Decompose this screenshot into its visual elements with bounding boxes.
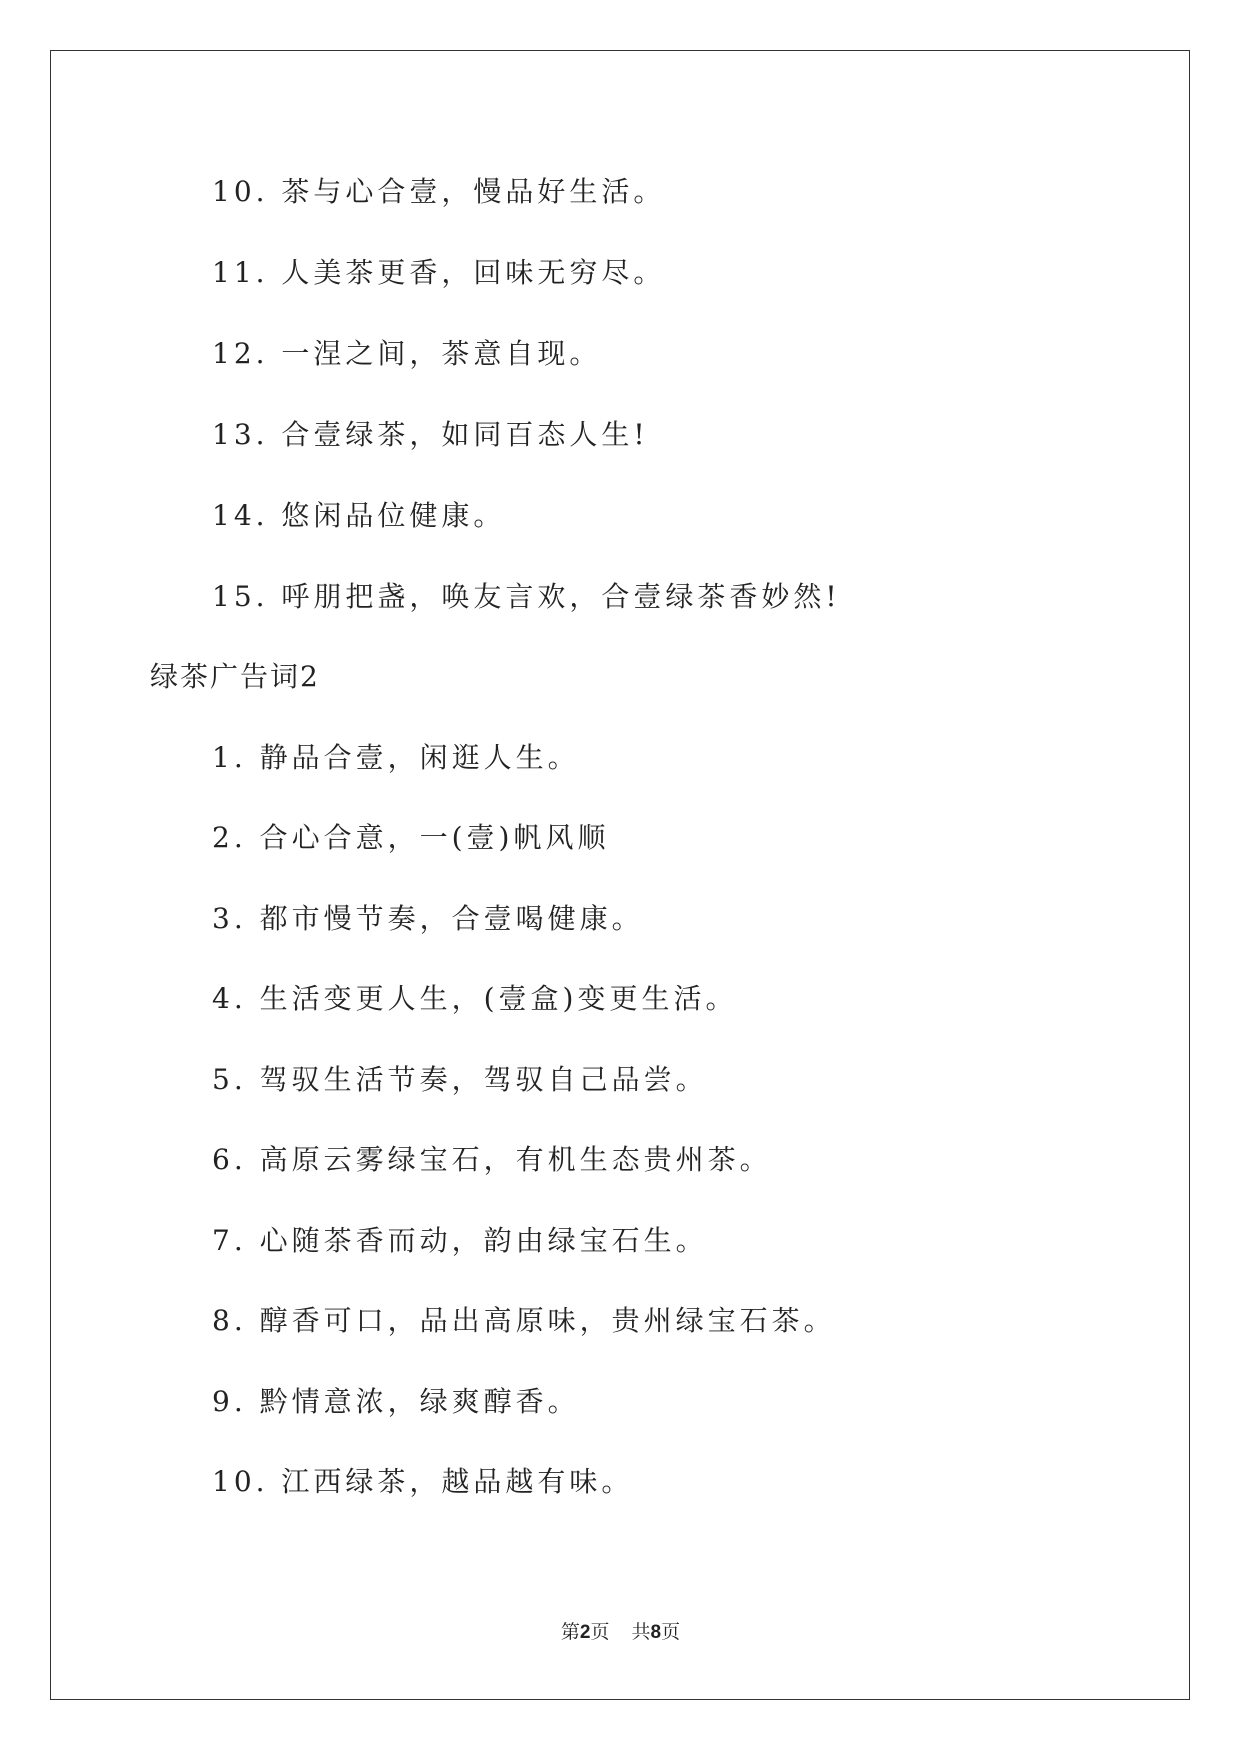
slogan-line: 14. 悠闲品位健康。 [212, 499, 506, 532]
slogan-line: 10. 茶与心合壹，慢品好生活。 [212, 175, 666, 208]
slogan-line: 8. 醇香可口，品出高原味，贵州绿宝石茶。 [212, 1304, 836, 1337]
page-footer [0, 1617, 1241, 1644]
slogan-line: 7. 心随茶香而动，韵由绿宝石生。 [212, 1224, 708, 1257]
slogan-line: 15. 呼朋把盏，唤友言欢，合壹绿茶香妙然! [212, 580, 841, 613]
slogan-line: 1. 静品合壹，闲逛人生。 [212, 741, 580, 774]
slogan-line: 12. 一涅之间，茶意自现。 [212, 337, 602, 370]
total-suffix: 页 [661, 1621, 681, 1643]
total-prefix: 共 [631, 1621, 651, 1643]
current-page-number: 2 [579, 1622, 591, 1643]
slogan-line: 5. 驾驭生活节奏，驾驭自己品尝。 [212, 1063, 708, 1096]
section-heading: 绿茶广告词2 [150, 660, 320, 693]
slogan-line: 9. 黔情意浓，绿爽醇香。 [212, 1385, 580, 1418]
slogan-line: 11. 人美茶更香，回味无穷尽。 [212, 256, 666, 289]
page-prefix: 第 [560, 1621, 580, 1643]
slogan-line: 13. 合壹绿茶，如同百态人生! [212, 418, 649, 451]
slogan-line: 6. 高原云雾绿宝石，有机生态贵州茶。 [212, 1143, 772, 1176]
page-suffix: 页 [590, 1621, 610, 1643]
page-border [50, 50, 1190, 1700]
slogan-line: 4. 生活变更人生，(壹盒)变更生活。 [212, 982, 738, 1015]
total-page-number: 8 [650, 1622, 662, 1643]
slogan-line: 3. 都市慢节奏，合壹喝健康。 [212, 902, 644, 935]
slogan-line: 10. 江西绿茶，越品越有味。 [212, 1465, 634, 1498]
slogan-line: 2. 合心合意，一(壹)帆风顺 [212, 821, 610, 854]
